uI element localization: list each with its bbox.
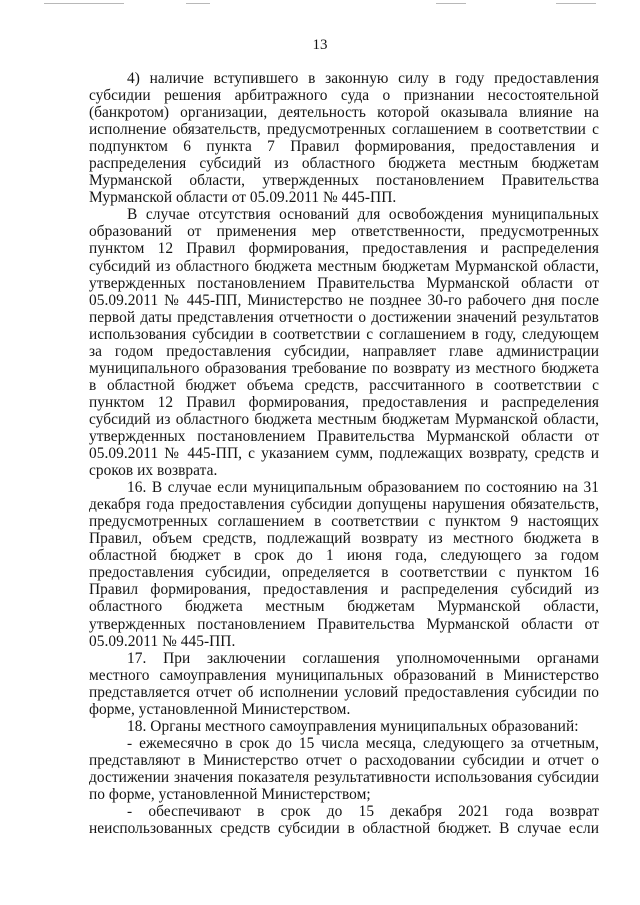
page-number: 13 xyxy=(312,37,328,53)
scan-edge-mark xyxy=(44,3,124,4)
list-item-return-unused-funds: - обеспечивают в срок до 15 декабря 2021 года возврат неиспользованных средств субсидии в областной бюджет. В случае если xyxy=(89,803,599,838)
scan-edge-mark xyxy=(556,3,596,4)
scan-edge-mark xyxy=(436,3,466,4)
paragraph-18-local-authorities: 18. Органы местного самоуправления муниципальных образований: xyxy=(127,717,579,735)
document-body xyxy=(89,70,599,837)
paragraph-17-report-on-conditions: 17. При заключении соглашения уполномоченными органами местного самоуправления муниципальных образований в Министерство представляется отчет об исполнении условий предоставления субсидии по форме, установленной Министерством. xyxy=(89,649,599,718)
paragraph-item-4-bankruptcy: 4) наличие вступившего в законную силу в году предоставления субсидии решения арбитражного суда о признании несостоятельной (банкротом) организации, деятельность которой оказывала влияние на исполнение обязательств, предусмотренных соглашением в соответствии с подпунктом 6 пункта 7 Правил формирования, предоставления и распределения субсидий из областного бюджета местным бюджетам Мурманской области, утвержденных постановлением Правительства Мурманской области от 05.09.2011 № 445-ПП. xyxy=(89,70,599,207)
paragraph-no-exemption-grounds: В случае отсутствия оснований для освобождения муниципальных образований от применения мер ответственности, предусмотренных пунктом 12 Правил формирования, предоставления и распределения субсидий из областного бюджета местным бюджетам Мурманской области, утвержденных постановлением Правительства Мурманской области от 05.09.2011 № 445-ПП, Министерство не позднее 30-го рабочего дня после первой даты представления отчетности о достижении значений результатов использования субсидии в соответствии с соглашением в году, следующем за годом предоставления субсидии, направляет главе администрации муниципального образования требование по возврату из местного бюджета в областной бюджет объема средств, рассчитанного в соответствии с пунктом 12 Правил формирования, предоставления и распределения субсидий из областного бюджета местным бюджетам Мурманской области, утвержденных постановлением Правительства Мурманской области от 05.09.2011 № 445-ПП, с указанием сумм, подлежащих возврату, средств и сроков их возврата. xyxy=(89,206,599,480)
scan-edge-mark xyxy=(186,3,210,4)
list-item-monthly-report: - ежемесячно в срок до 15 числа месяца, следующего за отчетным, представляют в Министерство отчет о расходовании субсидии и отчет о достижении значения показателя результативности использования субсидии по форме, установленной Министерством; xyxy=(89,734,599,803)
paragraph-16-return-of-funds: 16. В случае если муниципальным образованием по состоянию на 31 декабря года предоставления субсидии допущены нарушения обязательств, предусмотренных соглашением в соответствии с пунктом 9 настоящих Правил, объем средств, подлежащий возврату из местного бюджета в областной бюджет в срок до 1 июня года, следующего за годом предоставления субсидии, определяется в соответствии с пунктом 16 Правил формирования, предоставления и распределения субсидий из областного бюджета местным бюджетам Мурманской области, утвержденных постановлением Правительства Мурманской области от 05.09.2011 № 445-ПП. xyxy=(89,479,599,650)
